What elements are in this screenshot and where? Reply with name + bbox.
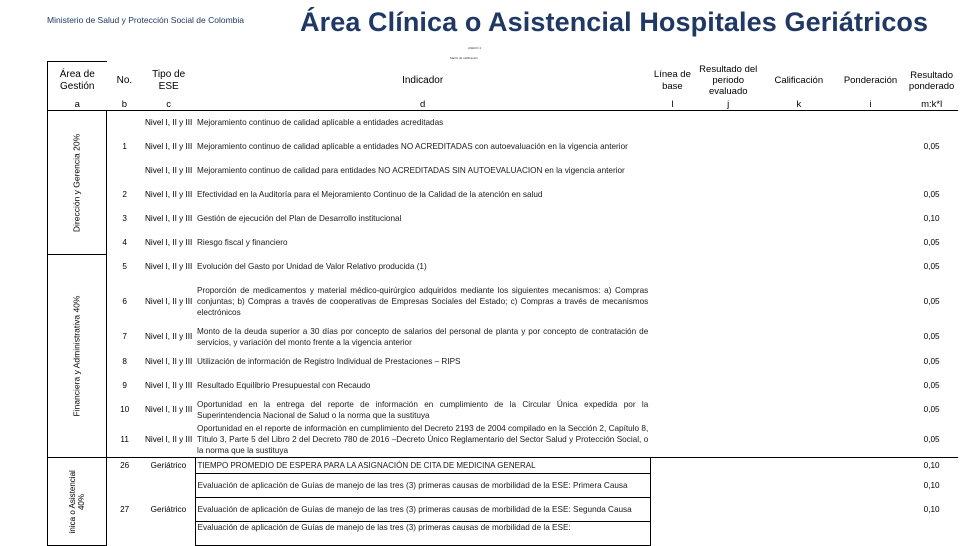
row-no: 2 <box>122 190 127 199</box>
row-ponderacion: 0,10 <box>905 458 958 474</box>
letter-mk: m:k*l <box>921 99 943 110</box>
row-ponderacion: 0,05 <box>923 262 940 271</box>
area-clinica: ínica o Asistencial 40% <box>48 458 107 546</box>
row-tipo: Nivel I, II y III <box>145 356 193 366</box>
col-calificacion-header: Calificación <box>774 74 824 86</box>
row-indicator: Monto de la deuda superior a 30 días por concepto de salarios del personal de planta y por concepto de contratación de servicios, y variación del monto frente a la vigencia anterior <box>197 326 649 347</box>
row-indicator: Utilización de información de Registro Individual de Prestaciones – RIPS <box>197 356 461 366</box>
table-row <box>48 349 959 374</box>
row-tipo: Nivel I, II y III <box>145 238 193 247</box>
row-ponderacion: 0,10 <box>923 214 940 223</box>
col-ponderacion-header: Ponderación <box>843 74 898 86</box>
letter-j: j <box>727 99 730 110</box>
letter-a: a <box>48 100 107 111</box>
row-tipo: Nivel I, II y III <box>145 332 193 341</box>
row-ponderacion: 0,05 <box>923 238 940 247</box>
row-no: 11 <box>120 434 129 444</box>
row-no: 7 <box>122 332 127 341</box>
letter-i: i <box>869 99 872 110</box>
row-tipo: Nivel I, II y III <box>145 381 193 390</box>
row-no: 26 <box>107 458 143 474</box>
row-tipo: Nivel I, II y III <box>145 262 193 271</box>
table-row <box>48 458 959 474</box>
row-tipo: Nivel I, II y III <box>145 405 193 414</box>
table-row <box>48 422 959 458</box>
row-indicator: Proporción de medicamentos y material médico-quirúrgico adquiridos mediante los siguientes mecanismos: a) Compras conjuntas; b) Compras a través de cooperativas de Empresas Sociales del Estado; c) Compras a través de mecanismos electrónicos <box>197 286 649 317</box>
row-indicator: Mejoramiento continuo de calidad para entidades NO ACREDITADAS SIN AUTOEVALUACION en la vigencia anterior <box>197 166 625 175</box>
area-financiera: Financiera y Administrativa 40% <box>48 255 107 458</box>
row-indicator: Riesgo fiscal y financiero <box>197 238 288 247</box>
table-row <box>48 111 959 135</box>
row-ponderacion: 0,10 <box>923 481 940 490</box>
ministry-name: Ministerio de Salud y Protección Social de Colombia <box>47 15 245 25</box>
annex-label: ANEXO 4 <box>468 46 482 50</box>
row-no: 1 <box>107 111 143 183</box>
row-tipo: Nivel I, II y III <box>145 190 193 199</box>
area-direccion: Dirección y Gerencia 20% <box>48 111 107 255</box>
letter-d: d <box>419 99 426 110</box>
row-indicator: Evaluación de aplicación de Guías de manejo de las tres (3) primeras causas de morbilidad de la ESE: Segunda Causa <box>195 498 650 522</box>
letter-b: b <box>121 99 128 110</box>
row-ponderacion: 0,05 <box>923 332 940 341</box>
row-indicator: Efectividad en la Auditoría para el Mejoramiento Continuo de la Calidad de la atención en salud <box>197 190 543 199</box>
row-tipo: Nivel I, II y III <box>142 111 195 135</box>
row-ponderacion: 0,05 <box>923 190 940 199</box>
letter-l: l <box>671 99 674 110</box>
table-row <box>48 207 959 231</box>
col-indicador-header: Indicador <box>402 74 444 86</box>
row-no: 6 <box>122 297 127 306</box>
col-no-header: No. <box>116 74 133 86</box>
row-tipo: Nivel I, II y III <box>145 434 193 444</box>
row-indicator: Oportunidad en la entrega del reporte de información en cumplimiento de la Circular Única expedida por la Superintendencia Nacional de Salud o la norma que la sustituya <box>197 399 649 420</box>
col-tipo-header: Tipo de ESE <box>152 68 186 92</box>
row-tipo: Geriátrico <box>142 458 195 474</box>
row-ponderacion: 0,05 <box>923 356 940 366</box>
row-tipo: Nivel I, II y III <box>145 214 193 223</box>
col-linea-base-header: Línea de base <box>653 68 691 92</box>
table-row <box>48 279 959 325</box>
table-row <box>48 398 959 422</box>
row-no: 8 <box>122 356 127 366</box>
row-no: 27 <box>120 505 130 514</box>
row-indicator: Oportunidad en el reporte de información en cumplimiento del Decreto 2193 de 2004 compilado en la Sección 2, Capítulo 8, Título 3, Parte 5 del Libro 2 del Decreto 780 de 2016 –Decreto Único Reglamentario del Sector Salud y Protección Social, o la norma que la sustituya <box>197 423 649 455</box>
row-no: 3 <box>122 214 127 223</box>
table-row <box>48 325 959 349</box>
matrix-label: Matriz de calificación <box>450 56 478 60</box>
row-indicator: Mejoramiento continuo de calidad aplicable a entidades NO ACREDITADAS con autoevaluación en la vigencia anterior <box>197 142 628 151</box>
table-row <box>48 231 959 255</box>
page-title: Área Clínica o Asistencial Hospitales Geriátricos <box>300 7 929 37</box>
column-header-row <box>48 62 959 100</box>
row-indicator: Resultado Equilibrio Presupuestal con Recaudo <box>197 381 371 390</box>
col-area-header: Área de Gestión <box>48 62 107 100</box>
table-row <box>48 183 959 207</box>
table-row <box>48 474 959 498</box>
row-ponderacion: 0,05 <box>905 111 958 183</box>
row-ponderacion: 0,05 <box>923 297 940 306</box>
row-ponderacion: 0,05 <box>923 381 940 390</box>
letter-k: k <box>796 99 802 110</box>
row-ponderacion: 0,10 <box>923 505 940 514</box>
row-tipo: Nivel I, II y III <box>145 142 193 151</box>
table-row <box>48 159 959 183</box>
col-resultado-periodo-header: Resultado del periodo evaluado <box>699 64 758 97</box>
letter-c: c <box>166 99 172 110</box>
row-no: 10 <box>120 405 130 414</box>
row-indicator: Evaluación de aplicación de Guías de manejo de las tres (3) primeras causas de morbilidad de la ESE: Primera Causa <box>195 474 650 498</box>
row-tipo: Nivel I, II y III <box>145 166 193 175</box>
row-indicator: Gestión de ejecución del Plan de Desarrollo institucional <box>197 214 402 223</box>
row-ponderacion: 0,05 <box>923 405 940 414</box>
table-row <box>48 255 959 279</box>
row-ponderacion <box>905 522 958 546</box>
row-indicator: Mejoramiento continuo de calidad aplicable a entidades acreditadas <box>195 111 650 135</box>
row-ponderacion: 0,05 <box>923 434 940 444</box>
row-indicator: Evaluación de aplicación de Guías de manejo de las tres (3) primeras causas de morbilidad de la ESE: <box>195 522 650 546</box>
row-indicator: Evolución del Gasto por Unidad de Valor Relativo producida (1) <box>197 262 427 271</box>
row-no: 4 <box>122 238 127 247</box>
col-resultado-ponderado-header: Resultado ponderado <box>908 69 955 92</box>
table-row <box>48 374 959 398</box>
table-row <box>48 135 959 159</box>
column-letter-row <box>48 100 959 111</box>
row-indicator: TIEMPO PROMEDIO DE ESPERA PARA LA ASIGNACIÓN DE CITA DE MEDICINA GENERAL <box>195 458 650 474</box>
indicator-table <box>47 61 958 546</box>
row-no: 9 <box>122 381 127 390</box>
row-no: 5 <box>122 262 127 271</box>
row-tipo: Nivel I, II y III <box>145 297 193 306</box>
row-tipo: Geriátrico <box>150 505 187 514</box>
